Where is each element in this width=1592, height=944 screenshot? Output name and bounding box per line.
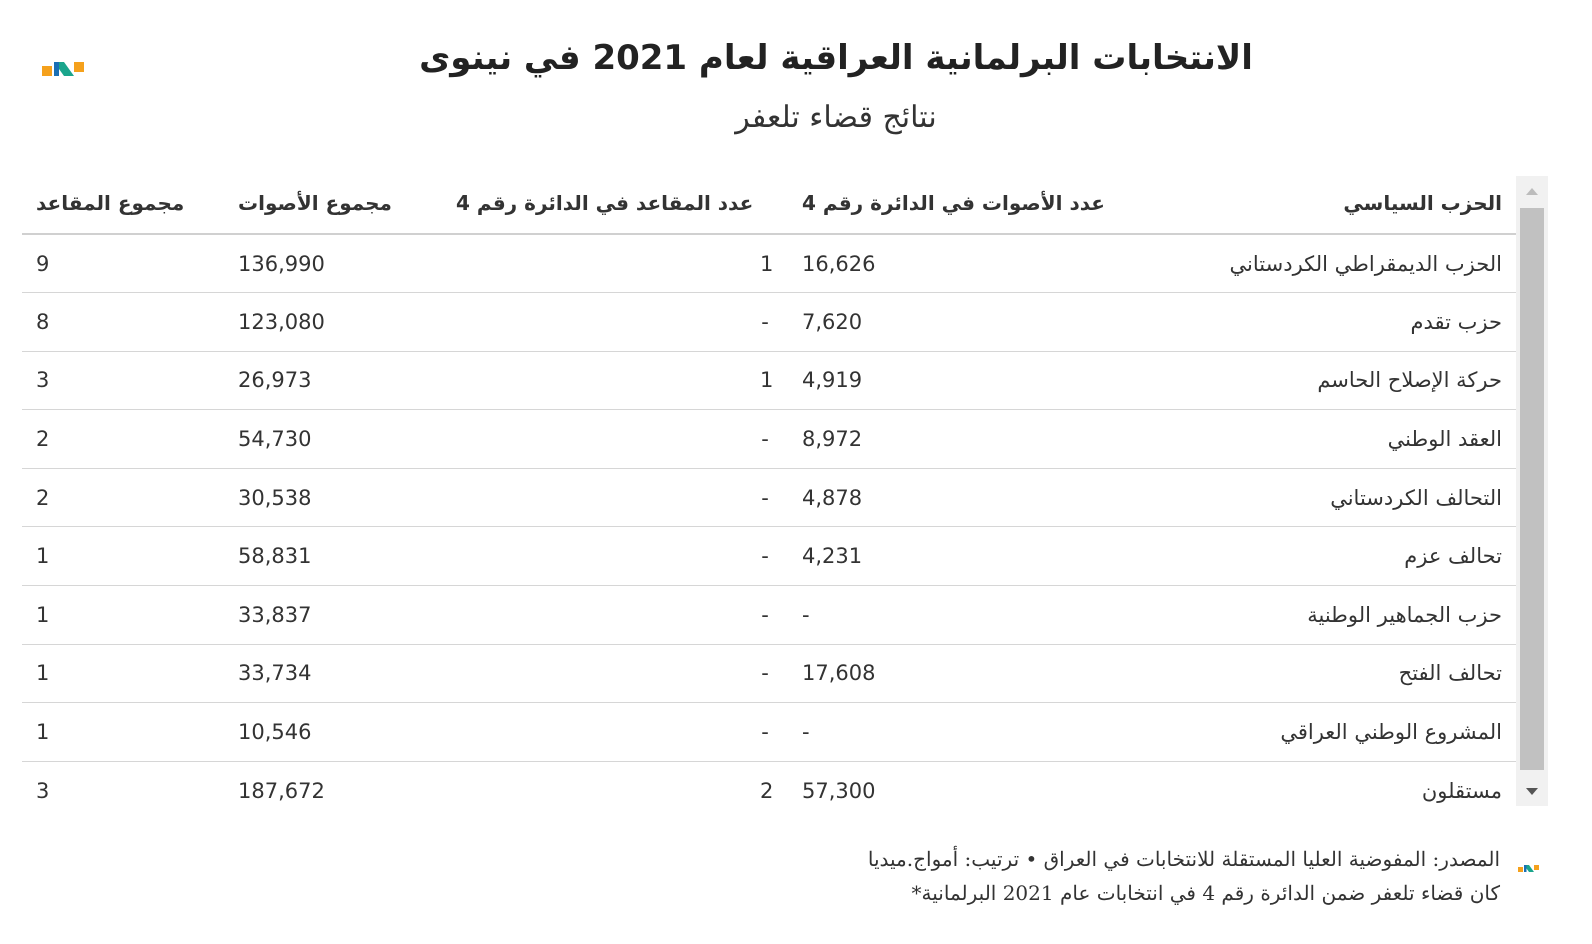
table-row (22, 468, 1516, 527)
cell-party: تحالف عزم (1152, 527, 1516, 586)
arrow-down-icon (1526, 788, 1538, 795)
cell-seats-d4 (442, 586, 788, 645)
cell-votes-d4: 7,620 (788, 293, 1152, 352)
scroll-up-button[interactable] (1516, 176, 1548, 206)
cell-total-votes: 33,734 (224, 644, 442, 703)
cell-seats-d4 (442, 234, 788, 293)
cell-total-votes: 33,837 (224, 586, 442, 645)
cell-seats-d4-value: - (761, 544, 769, 569)
table-scrollbar[interactable] (1516, 176, 1548, 806)
cell-party: حركة الإصلاح الحاسم (1152, 351, 1516, 410)
cell-seats-d4 (442, 703, 788, 762)
table-row (22, 586, 1516, 645)
cell-votes-d4: - (788, 703, 1152, 762)
table-row (22, 527, 1516, 586)
footer (600, 842, 1500, 910)
cell-total-seats: 3 (36, 778, 50, 803)
cell-party: المشروع الوطني العراقي (1152, 703, 1516, 762)
cell-votes-d4: 8,972 (788, 410, 1152, 469)
amwaj-small-logo-icon (1518, 863, 1540, 875)
cell-votes-d4: 4,231 (788, 527, 1152, 586)
cell-party: التحالف الكردستاني (1152, 468, 1516, 527)
column-header-seats-d4: عدد المقاعد في الدائرة رقم 4 (442, 172, 788, 234)
page-title: الانتخابات البرلمانية العراقية لعام 2021 في نينوى (419, 38, 1253, 78)
cell-seats-d4-value: - (761, 661, 769, 686)
cell-seats-d4-value: 1 (760, 368, 774, 393)
results-table (22, 172, 1516, 816)
cell-total-seats: 2 (22, 410, 224, 469)
cell-total-votes: 123,080 (224, 293, 442, 352)
cell-total-seats: 1 (22, 527, 224, 586)
cell-total-votes: 136,990 (224, 234, 442, 293)
cell-seats-d4-value: - (761, 309, 769, 334)
source-note: المصدر: المفوضية العليا المستقلة للانتخابات في العراق • ترتيب: أمواج.ميديا (867, 847, 1500, 871)
cell-total-votes: 10,546 (224, 703, 442, 762)
scrollbar-thumb[interactable] (1520, 208, 1544, 770)
cell-party: مستقلون (1421, 778, 1502, 803)
scroll-down-button[interactable] (1516, 776, 1548, 806)
table-row (22, 644, 1516, 703)
table-row (22, 410, 1516, 469)
cell-total-seats: 9 (22, 234, 224, 293)
cell-party: حزب الجماهير الوطنية (1152, 586, 1516, 645)
cell-seats-d4 (442, 410, 788, 469)
cell-total-seats: 1 (22, 644, 224, 703)
cell-seats-d4 (442, 351, 788, 410)
cell-seats-d4-value: 1 (760, 251, 774, 276)
cell-votes-d4: 16,626 (788, 234, 1152, 293)
table-row (22, 761, 1516, 816)
table-row (22, 234, 1516, 293)
table-row (22, 703, 1516, 762)
cell-total-seats: 2 (22, 468, 224, 527)
arrow-up-icon (1526, 188, 1538, 195)
footnote: كان قضاء تلعفر ضمن الدائرة رقم 4 في انتخابات عام 2021 البرلمانية* (911, 881, 1500, 905)
cell-total-votes: 54,730 (224, 410, 442, 469)
table-header-row (22, 172, 1516, 234)
cell-total-votes: 187,672 (238, 778, 325, 803)
cell-total-votes: 58,831 (224, 527, 442, 586)
cell-seats-d4-value: - (761, 602, 769, 627)
cell-seats-d4 (442, 293, 788, 352)
cell-seats-d4-value: 2 (760, 778, 774, 803)
cell-total-seats: 3 (22, 351, 224, 410)
cell-seats-d4 (442, 644, 788, 703)
cell-party: الحزب الديمقراطي الكردستاني (1152, 234, 1516, 293)
cell-seats-d4-value: - (761, 485, 769, 510)
cell-seats-d4 (442, 761, 788, 816)
cell-seats-d4-value: - (761, 427, 769, 452)
table-row (22, 351, 1516, 410)
column-header-votes-d4: عدد الأصوات في الدائرة رقم 4 (788, 172, 1152, 234)
cell-total-votes: 26,973 (224, 351, 442, 410)
cell-party: حزب تقدم (1152, 293, 1516, 352)
cell-votes-d4: 57,300 (802, 778, 876, 803)
table-body (22, 234, 1516, 816)
cell-total-seats: 1 (22, 586, 224, 645)
page-subtitle: نتائج قضاء تلعفر (735, 100, 937, 135)
cell-votes-d4: 4,919 (788, 351, 1152, 410)
cell-party: العقد الوطني (1152, 410, 1516, 469)
cell-seats-d4-value: - (761, 720, 769, 745)
column-header-total-votes: مجموع الأصوات (224, 172, 442, 234)
cell-seats-d4 (442, 468, 788, 527)
cell-votes-d4: - (788, 586, 1152, 645)
cell-total-seats: 1 (22, 703, 224, 762)
cell-total-votes: 30,538 (224, 468, 442, 527)
table-row (22, 293, 1516, 352)
cell-votes-d4: 4,878 (788, 468, 1152, 527)
cell-party: تحالف الفتح (1152, 644, 1516, 703)
cell-seats-d4 (442, 527, 788, 586)
results-table-container (22, 172, 1516, 816)
cell-votes-d4: 17,608 (788, 644, 1152, 703)
column-header-party: الحزب السياسي (1152, 172, 1516, 234)
cell-total-seats: 8 (22, 293, 224, 352)
column-header-total-seats: مجموع المقاعد (22, 172, 224, 234)
